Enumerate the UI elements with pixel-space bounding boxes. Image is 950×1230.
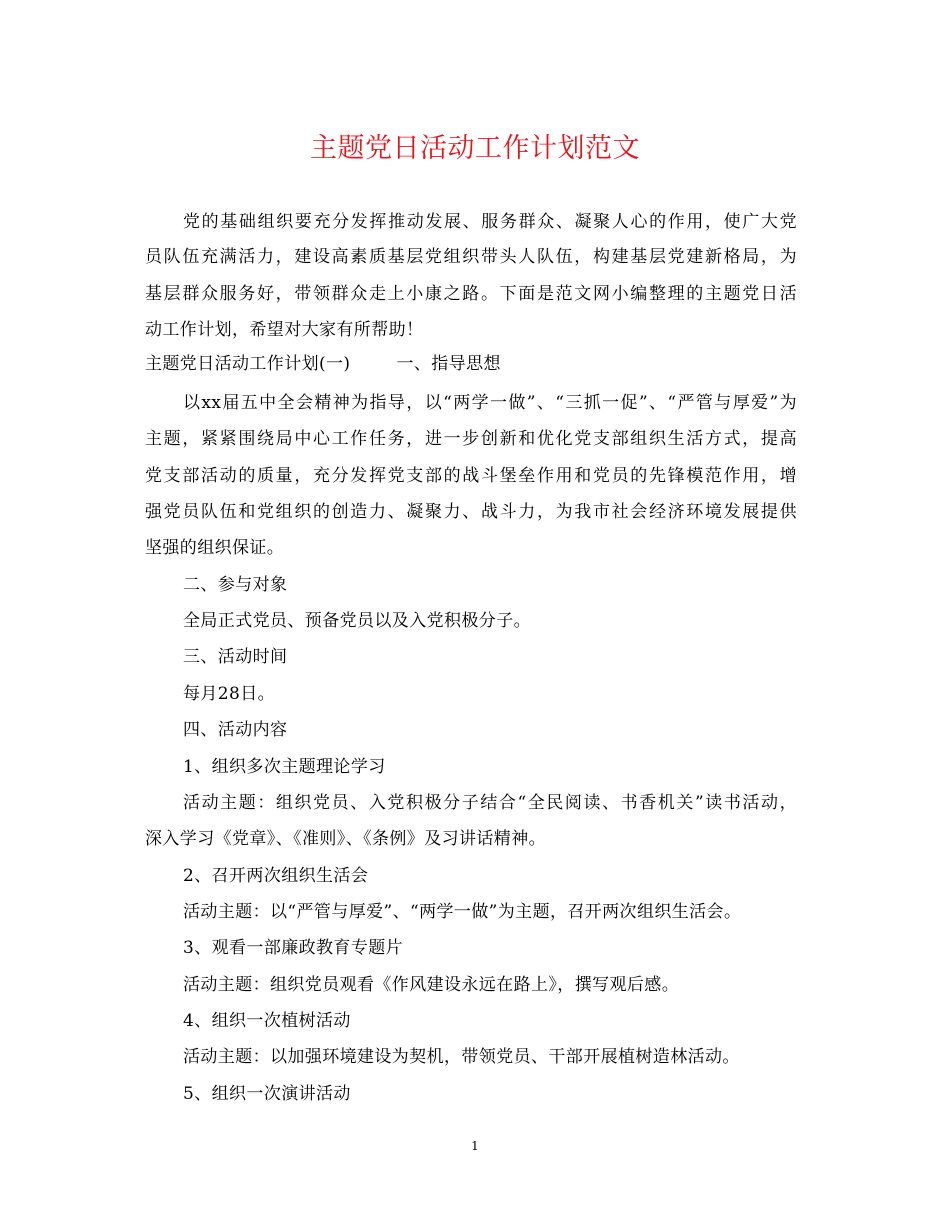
guiding-line-2: 主题，紧紧围绕局中心工作任务，进一步创新和优化党支部组织生活方式，提高 [145, 429, 797, 449]
guiding-line-3: 党支部活动的质量，充分发挥党支部的战斗堡垒作用和党员的先锋模范作用，增 [145, 466, 797, 486]
item-1-heading: 1、组织多次主题理论学习 [183, 757, 386, 777]
item-2-heading: 2、召开两次组织生活会 [183, 866, 369, 886]
item-3-heading: 3、观看一部廉政教育专题片 [183, 938, 404, 958]
intro-line-4: 动工作计划，希望对大家有所帮助！ [145, 320, 424, 340]
section-heading-participants: 二、参与对象 [183, 575, 288, 595]
plan-heading-line [145, 352, 501, 376]
intro-line-1: 党的基础组织要充分发挥推动发展、服务群众、凝聚人心的作用，使广大党 [183, 212, 797, 232]
guiding-line-4: 强党员队伍和党组织的创造力、凝聚力、战斗力，为我市社会经济环境发展提供 [145, 502, 797, 522]
page-number: 1 [471, 1139, 479, 1153]
item-2-theme: 活动主题：以“严管与厚爱”、“两学一做”为主题，召开两次组织生活会。 [183, 902, 742, 922]
item-1-theme-line-2: 深入学习《党章》、《准则》、《条例》及习讲话精神。 [145, 829, 546, 849]
item-3-theme: 活动主题：组织党员观看《作风建设永远在路上》，撰写观后感。 [183, 975, 680, 995]
item-1-theme-line-1: 活动主题：组织党员、入党积极分子结合“全民阅读、书香机关”读书活动， [183, 793, 797, 813]
item-4-heading: 4、组织一次植树活动 [183, 1011, 351, 1031]
document-title: 主题党日活动工作计划范文 [310, 133, 640, 164]
participants-text: 全局正式党员、预备党员以及入党积极分子。 [183, 611, 531, 631]
intro-line-2: 员队伍充满活力，建设高素质基层党组织带头人队伍，构建基层党建新格局，为 [145, 247, 797, 267]
guiding-line-1: 以xx届五中全会精神为指导，以“两学一做”、“三抓一促”、“严管与厚爱”为 [183, 393, 797, 413]
item-4-theme: 活动主题：以加强环境建设为契机，带领党员、干部开展植树造林活动。 [183, 1047, 740, 1067]
guiding-line-5: 坚强的组织保证。 [145, 538, 285, 558]
section-heading-guiding: 一、指导思想 [396, 354, 501, 374]
plan-heading: 主题党日活动工作计划(一) [145, 354, 351, 374]
section-heading-time: 三、活动时间 [183, 647, 288, 667]
time-text: 每月28日。 [183, 684, 276, 704]
item-5-heading: 5、组织一次演讲活动 [183, 1084, 351, 1104]
section-heading-content: 四、活动内容 [183, 720, 288, 740]
intro-line-3: 基层群众服务好，带领群众走上小康之路。下面是范文网小编整理的主题党日活 [145, 284, 797, 304]
